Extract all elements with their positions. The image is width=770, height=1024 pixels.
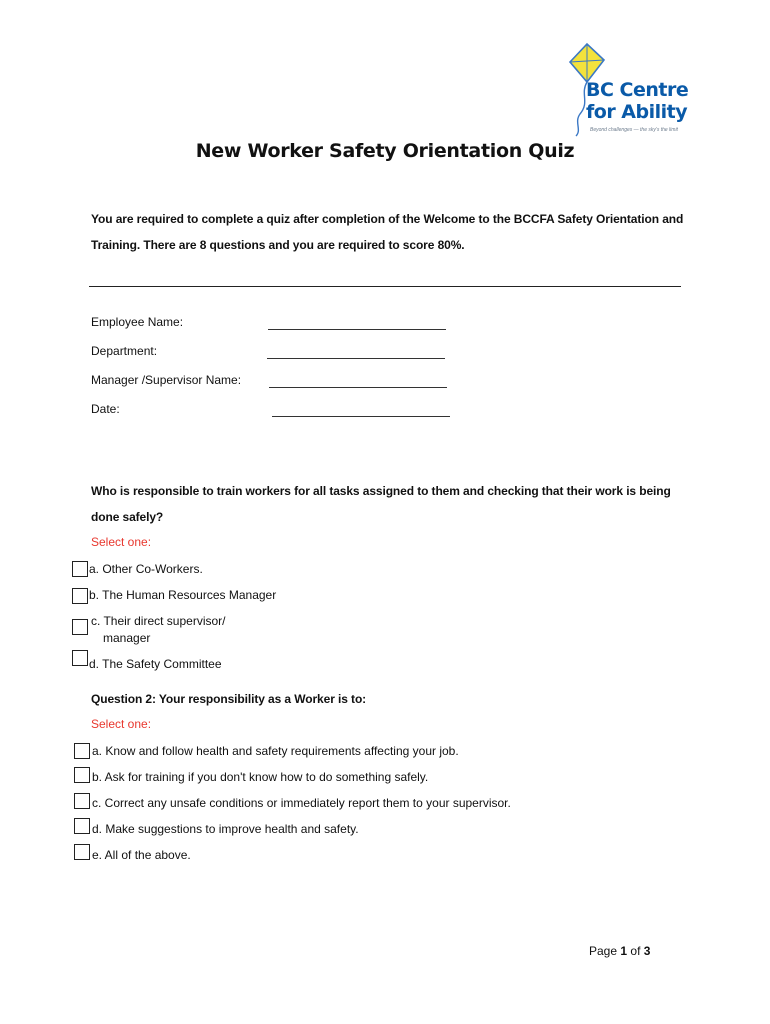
employee-name-label: Employee Name: bbox=[91, 315, 184, 329]
question-1-text: Who is responsible to train workers for all tasks assigned to them and checking that their work is being done safely? bbox=[91, 484, 671, 524]
question-1-option-c-label: c. Their direct supervisor/ bbox=[91, 614, 226, 628]
question-2-text: Question 2: Your responsibility as a Worker is to: bbox=[91, 692, 367, 706]
of-word: of bbox=[630, 944, 641, 958]
question-2-select-label: Select one: bbox=[91, 717, 152, 731]
bc-centre-for-ability-logo bbox=[564, 42, 688, 140]
logo-line2: for Ability bbox=[586, 101, 688, 123]
logo-line1: BC Centre bbox=[586, 79, 689, 101]
question-1-option-d-label: d. The Safety Committee bbox=[89, 657, 222, 671]
date-label: Date: bbox=[91, 402, 120, 416]
page-number bbox=[589, 944, 650, 958]
divider bbox=[89, 286, 681, 287]
question-2-option-c-checkbox[interactable] bbox=[74, 793, 90, 809]
employee-name-field[interactable] bbox=[268, 329, 446, 330]
question-2-option-e-label: e. All of the above. bbox=[92, 848, 191, 862]
question-1-select-label: Select one: bbox=[91, 535, 152, 549]
date-field[interactable] bbox=[272, 416, 450, 417]
question-2-option-b-checkbox[interactable] bbox=[74, 767, 90, 783]
department-field[interactable] bbox=[267, 358, 445, 359]
question-2-option-a-checkbox[interactable] bbox=[74, 743, 90, 759]
manager-supervisor-name-label: Manager /Supervisor Name: bbox=[91, 373, 242, 387]
page-word: Page bbox=[589, 944, 618, 958]
logo-tagline: Beyond challenges — the sky's the limit bbox=[590, 127, 678, 133]
question-1-option-c-checkbox[interactable] bbox=[72, 619, 88, 635]
question-2-option-a-label: a. Know and follow health and safety requirements affecting your job. bbox=[92, 744, 459, 758]
question-1-option-b-label: b. The Human Resources Manager bbox=[89, 588, 277, 602]
question-2-option-d-checkbox[interactable] bbox=[74, 818, 90, 834]
question-1-option-b-checkbox[interactable] bbox=[72, 588, 88, 604]
intro-paragraph: You are required to complete a quiz after completion of the Welcome to the BCCFA Safety Orientation and Training. There are 8 questions and you are required to score 80%. bbox=[91, 212, 684, 252]
question-2-option-e-checkbox[interactable] bbox=[74, 844, 90, 860]
department-label: Department: bbox=[91, 344, 158, 358]
question-1-option-d-checkbox[interactable] bbox=[72, 650, 88, 666]
question-2-option-c-label: c. Correct any unsafe conditions or immediately report them to your supervisor. bbox=[92, 796, 511, 810]
question-1-option-a-label: a. Other Co-Workers. bbox=[89, 562, 203, 576]
total-pages: 3 bbox=[643, 944, 651, 958]
manager-supervisor-name-field[interactable] bbox=[269, 387, 447, 388]
current-page: 1 bbox=[620, 944, 628, 958]
question-2-option-b-label: b. Ask for training if you don't know how to do something safely. bbox=[92, 770, 429, 784]
page-title: New Worker Safety Orientation Quiz bbox=[195, 140, 575, 162]
question-2-option-d-label: d. Make suggestions to improve health and safety. bbox=[92, 822, 359, 836]
question-1-option-a-checkbox[interactable] bbox=[72, 561, 88, 577]
question-1-option-c-label-continued: manager bbox=[103, 631, 151, 645]
